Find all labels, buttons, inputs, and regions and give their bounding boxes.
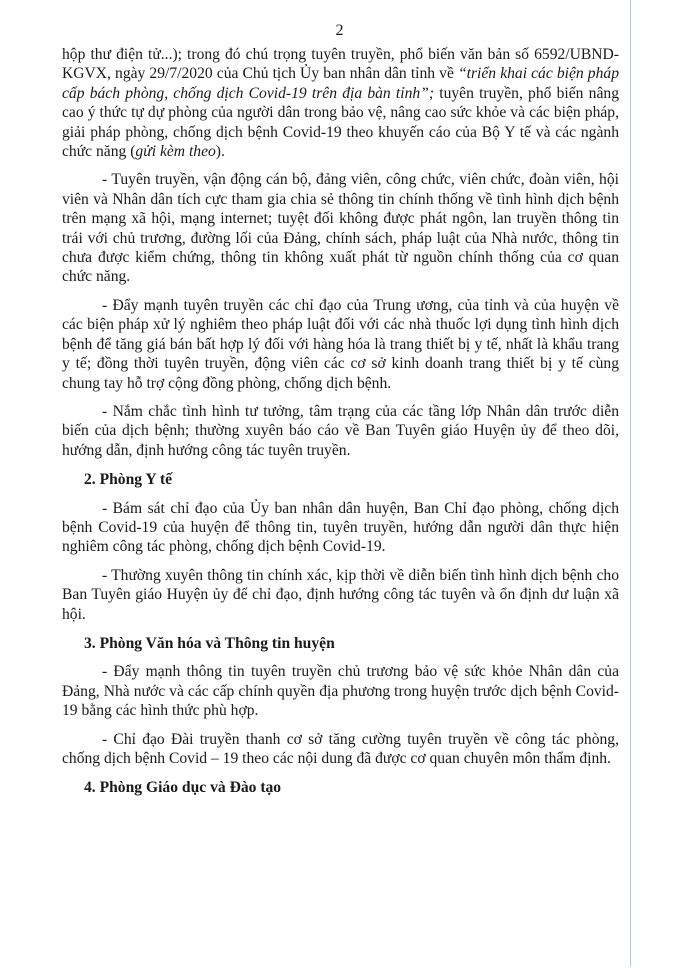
page-number: 2 bbox=[335, 22, 344, 39]
section-2-item-2: - Thường xuyên thông tin chính xác, kịp thời về diễn biến tình hình dịch bệnh cho Ban Tuyên giáo Huyện ủy để chỉ đạo, định hướng công tác tuyên và ổn định dư luận xã hội. bbox=[62, 566, 619, 623]
paragraph-1-text-e: ). bbox=[215, 143, 225, 161]
section-heading-phong-giao-duc: 4. Phòng Giáo dục và Đào tạo bbox=[84, 779, 282, 797]
document-body bbox=[62, 45, 619, 807]
paragraph-4: - Nắm chắc tình hình tư tưởng, tâm trạng của các tầng lớp Nhân dân trước diễn biến của dịch bệnh; thường xuyên báo cáo về Ban Tuyên giáo Huyện ủy để theo dõi, hướng dẫn, định hướng công tác tuyên truyền. bbox=[62, 402, 619, 459]
paragraph-3: - Đẩy mạnh tuyên truyền các chỉ đạo của Trung ương, của tỉnh và của huyện về các biện pháp xử lý nghiêm theo pháp luật đối với các nhà thuốc lợi dụng tình hình dịch bệnh để tăng giá bán bất hợp lý đối với hàng hóa là trang thiết bị y tế, nhất là khẩu trang y tế; đồng thời tuyên truyền, động viên các cơ sở kinh doanh trang thiết bị y tế cùng chung tay hỗ trợ cộng đồng phòng, chống dịch bệnh. bbox=[62, 296, 619, 392]
section-heading-phong-van-hoa: 3. Phòng Văn hóa và Thông tin huyện bbox=[84, 634, 335, 652]
section-2-item-1: - Bám sát chỉ đạo của Ủy ban nhân dân huyện, Ban Chỉ đạo phòng, chống dịch bệnh Covid-19 của huyện để thông tin, tuyên truyền, hướng dẫn người dân thực hiện nghiêm công tác phòng, chống dịch bệnh Covid-19. bbox=[62, 499, 619, 556]
section-3-item-2: - Chỉ đạo Đài truyền thanh cơ sở tăng cường tuyên truyền về công tác phòng, chống dịch bệnh Covid – 19 theo các nội dung đã được cơ quan chuyên môn thẩm định. bbox=[62, 730, 619, 767]
page-edge-line bbox=[630, 0, 631, 967]
paragraph-1-quote: “triển khai các biện pháp cấp bách phòng, chống dịch Covid-19 trên địa bàn tỉnh”; bbox=[62, 65, 619, 102]
paragraph-2: - Tuyên truyền, vận động cán bộ, đảng viên, công chức, viên chức, đoàn viên, hội viên và Nhân dân tích cực tham gia chia sẻ thông tin chính thống về tình hình dịch bệnh trên mạng xã hội, mạng internet; tuyệt đối không được phát ngôn, lan truyền thông tin trái với chủ trương, đường lối của Đảng, chính sách, pháp luật của Nhà nước, thông tin chưa được kiểm chứng, thông tin không xuất phát từ nguồn chính thống của cơ quan chức năng. bbox=[62, 171, 619, 286]
paragraph-1-text-a: hộp thư điện tử...); trong đó chú trọng tuyên truyền, phổ biến văn bản số 6592/UBND-KGVX, ngày 29/7/2020 của Chủ tịch Ủy ban nhân dân tỉnh về bbox=[62, 46, 619, 83]
paragraph-1-text-c: tuyên truyền, phổ biến nâng cao ý thức tự dự phòng của người dân trong bảo vệ, nâng cao sức khỏe và các biện pháp, giải pháp phòng, chống dịch bệnh Covid-19 theo khuyến cáo của Bộ Y tế và các ngành chức năng ( bbox=[62, 84, 619, 161]
section-3-item-1: - Đẩy mạnh thông tin tuyên truyền chủ trương bảo vệ sức khỏe Nhân dân của Đảng, Nhà nước và các cấp chính quyền địa phương trong huyện trước dịch bệnh Covid-19 bằng các hình thức phù hợp. bbox=[62, 663, 619, 720]
paragraph-1-attachment-note: gửi kèm theo bbox=[135, 143, 216, 161]
paragraph-1 bbox=[62, 45, 619, 161]
section-heading-phong-y-te: 2. Phòng Y tế bbox=[84, 471, 173, 489]
